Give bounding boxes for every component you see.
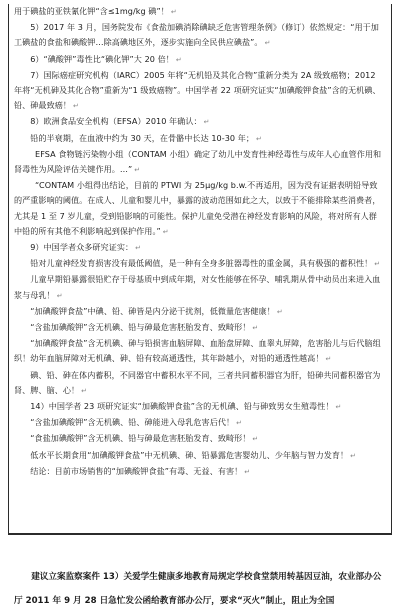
paragraph-mark-icon: ↵ [244, 467, 251, 476]
text-line: “含盐加碘酸钾”含无机碘、铅、砷能进入母乳危害后代！ ↵ [30, 417, 243, 428]
paragraph-mark-icon: ↵ [350, 451, 357, 460]
text-line: “含盐加碘酸钾”含无机碘、铅与砷最危害胚胎发育、致畸形！ ↵ [30, 322, 259, 333]
paragraph-mark-icon: ↵ [252, 435, 259, 444]
paragraph-mark-icon: ↵ [170, 8, 177, 16]
paragraph-mark-icon: ↵ [325, 355, 332, 364]
text-line: 7）国际癌症研究机构（IARC）2005 年将“无机铅及其化合物”重新分类为 2A 级致癌物；2012 年将“无机砷及其化合物”重新为“1 级致癌物”。中国学者 22 项研究证实“加碘酸钾食盐”含的无机碘、铅、砷最致癌！ ↵ [14, 69, 381, 111]
text-line: 5）2017 年 3 月，国务院发布《食盐加碘消除碘缺乏危害管理条例》（修订）依然规定：“用于加工碘盐的食盐和碘酸钾…除高碘地区外，逐步实施向全民供应碘盐”。 ↵ [14, 22, 379, 48]
text-line: 儿童早期铅暴露很铅贮存于母基质中到成年期，对女性能够在怀孕、哺乳期从骨中动员出来进入血浆与母乳！ ↵ [14, 274, 381, 300]
text-line: 9）中国学者众多研究证实： ↵ [30, 242, 142, 253]
text-line: 碘、铅、砷在体内蓄积，不同器官中蓄积水平不同，三者共同蓄积器官为肝，铅砷共同蓄积器官为肾、脾、脑、心！ ↵ [14, 369, 381, 395]
table-divider [8, 534, 392, 535]
paragraph-mark-icon: ↵ [73, 102, 79, 111]
case-heading: 建议立案监察案件 13）关爱学生健康多地教育局规定学校食堂禁用转基因豆油，农业部办公厅 2011 年 9 月 28 日急忙发公函给教育部办公厅，要求“灭火”制止，阻止为全国 [14, 571, 382, 606]
paragraph-mark-icon: ↵ [56, 291, 63, 300]
text-line: 铅的半衰期，在血液中约为 30 天，在骨骼中长达 10-30 年； ↵ [30, 132, 262, 143]
text-line: 结论：目前市场销售的“加碘酸钾食盐”有毒、无益、有害！ ↵ [30, 465, 251, 476]
paragraph-mark-icon: ↵ [264, 39, 271, 48]
text-line: “加碘酸钾食盐”中碘、铅、砷皆是内分泌干扰剂，低微量危害健康！ ↵ [30, 305, 283, 316]
paragraph-mark-icon: ↵ [134, 166, 141, 175]
paragraph-mark-icon: ↵ [335, 403, 342, 412]
document-body [14, 4, 384, 480]
text-line: 14）中国学者 23 项研究证实“加碘酸钾食盐”含的无机碘、铅与砷致男女生殖毒性！ ↵ [30, 401, 342, 412]
text-line: 6）“碘酸钾”毒性比“碘化钾”大 20 倍！ ↵ [30, 53, 182, 64]
paragraph-mark-icon: ↵ [374, 260, 381, 269]
paragraph-mark-icon: ↵ [252, 324, 259, 333]
text-line: 用于碘盐的亚铁氰化钾“含≤1mg/kg 碘”！ ↵ [14, 6, 177, 16]
text-line: EFSA 食物链污染物小组（CONTAM 小组）确定了幼儿中发育性神经毒性与成年人心血管作用和肾毒性为风险评估关键作用。…” ↵ [14, 148, 382, 175]
text-line: 铅对儿童神经发育损害没有最低阈值，是一种有全身多脏器毒性的重金属，具有极强的蓄积性！ ↵ [30, 258, 381, 269]
paragraph-mark-icon: ↵ [175, 55, 182, 64]
paragraph-mark-icon: ↵ [276, 307, 283, 316]
paragraph-mark-icon: ↵ [135, 244, 142, 253]
paragraph-mark-icon: ↵ [162, 227, 169, 236]
text-line: “CONTAM 小组得出结论，目前的 PTWI 为 25μg/kg b.w.不再适用，因为没有证据表明铅导致的严重影响的阈值。在成人、儿童和婴儿中，暴露的波动范围如此之大，以致于不能排除某些消费者，尤其是 1 至 7 岁儿童，受到铅影响的可能性。保护儿童免受潜在神经发育影响的风险，将对所有人群中铅的所有其他不利影响起到保护作用。” ↵ [14, 180, 381, 236]
text-line: 8）欧洲食品安全机构（EFSA）2010 年确认： ↵ [30, 116, 210, 127]
text-line: “食盐加碘酸钾”含无机碘、铅与砷最危害胚胎发育、致畸形！ ↵ [30, 433, 259, 444]
paragraph-mark-icon: ↵ [81, 386, 88, 395]
paragraph-mark-icon: ↵ [236, 419, 243, 428]
paragraph-mark-icon: ↵ [256, 134, 262, 143]
paragraph-mark-icon: ↵ [203, 118, 210, 127]
text-line: “加碘酸钾食盐”含无机碘、砷与铅损害血脑屏障、血胎盘屏障、血睾丸屏障，危害胎儿与后代脑组织！幼年血脑屏障对无机碘、砷、铅有较高通透性，其年龄越小，对铅的通透性越高！ ↵ [14, 338, 381, 364]
text-line: 低水平长期食用“加碘酸钾食盐”中无机碘、砷、铅暴露危害婴幼儿、少年脑与智力发育！ ↵ [30, 449, 357, 460]
